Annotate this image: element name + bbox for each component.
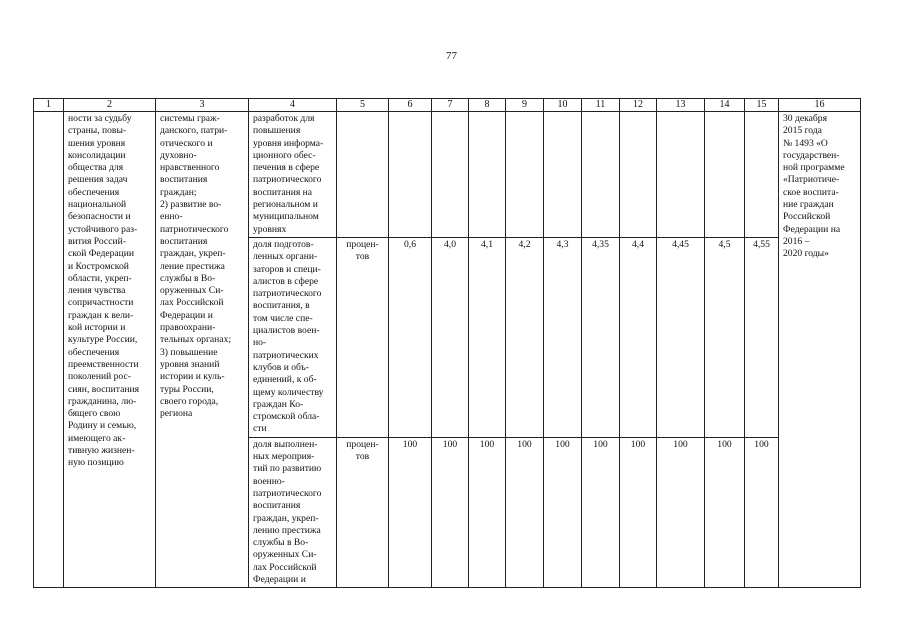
column-header: 12: [620, 99, 657, 112]
indicator-cell: доля выполнен- ных мероприя- тий по развитию военно- патриотического воспитания граждан, укреп- лению престижа службы в Во- оруженных Си- лах Российской Федерации и: [249, 437, 337, 588]
tasks-cell: системы граж- данского, патри- отического и духовно- нравственного воспитания граждан; 2) развитие во- енно- патриотического воспитания граждан, укреп- ление престижа службы в Во- оруженных Си- лах Российской Федерации и правоохрани- тельных органах; 3) повышение уровня знаний истории и куль- туры России, своего города, региона: [156, 112, 249, 588]
value-cell: 100: [620, 437, 657, 588]
value-cell: 100: [432, 437, 469, 588]
unit-cell: процен- тов: [337, 237, 389, 437]
value-cell: [469, 112, 506, 238]
column-header: 1: [34, 99, 64, 112]
legal-basis-cell: 30 декабря 2015 года № 1493 «О государствен- ной программе «Патриотиче- ское воспита- ние граждан Российской Федерации на 2016 – 2020 годы»: [779, 112, 861, 588]
value-cell: [657, 112, 705, 238]
unit-cell: [337, 112, 389, 238]
value-cell: [582, 112, 620, 238]
column-header: 11: [582, 99, 620, 112]
value-cell: 4,2: [506, 237, 544, 437]
goal-cell: ности за судьбу страны, повы- шения уровня консолидации общества для решения задач обеспечения национальной безопасности и устойчивого раз- вития Россий- ской Федерации и Костромской области, укреп- ления чувства сопричастности граждан к вели- кой истории и культуре России, обеспечения преемственности поколений рос- сиян, воспитания гражданина, лю- бящего свою Родину и семью, имеющего ак- тивную жизнен- ную позицию: [64, 112, 156, 588]
value-cell: 100: [506, 437, 544, 588]
value-cell: [389, 112, 432, 238]
value-cell: 100: [657, 437, 705, 588]
page-number: 77: [446, 50, 457, 62]
column-header: 15: [745, 99, 779, 112]
indicator-cell: доля подготов- ленных органи- заторов и специ- алистов в сфере патриотического воспитания, в том числе спе- циалистов воен- но- патриотических клубов и объ- единений, к об- щему количеству граждан Ко- стромской обла- сти: [249, 237, 337, 437]
value-cell: 4,55: [745, 237, 779, 437]
value-cell: 100: [389, 437, 432, 588]
value-cell: [506, 112, 544, 238]
value-cell: 0,6: [389, 237, 432, 437]
value-cell: [745, 112, 779, 238]
column-header: 9: [506, 99, 544, 112]
value-cell: 100: [469, 437, 506, 588]
unit-cell: процен- тов: [337, 437, 389, 588]
indicator-table: [33, 98, 861, 588]
value-cell: 4,4: [620, 237, 657, 437]
header-row: [34, 99, 861, 112]
column-header: 8: [469, 99, 506, 112]
column-header: 16: [779, 99, 861, 112]
column-header: 3: [156, 99, 249, 112]
column-header: 13: [657, 99, 705, 112]
value-cell: 100: [705, 437, 745, 588]
value-cell: [544, 112, 582, 238]
value-cell: [432, 112, 469, 238]
column-header: 4: [249, 99, 337, 112]
value-cell: 4,5: [705, 237, 745, 437]
value-cell: 4,0: [432, 237, 469, 437]
value-cell: 100: [745, 437, 779, 588]
value-cell: 4,1: [469, 237, 506, 437]
column-header: 14: [705, 99, 745, 112]
column-header: 7: [432, 99, 469, 112]
value-cell: 100: [582, 437, 620, 588]
value-cell: 100: [544, 437, 582, 588]
value-cell: 4,35: [582, 237, 620, 437]
value-cell: 4,45: [657, 237, 705, 437]
column-header: 5: [337, 99, 389, 112]
column-header: 6: [389, 99, 432, 112]
value-cell: 4,3: [544, 237, 582, 437]
value-cell: [620, 112, 657, 238]
table-row: [34, 112, 861, 238]
value-cell: [705, 112, 745, 238]
column-header: 2: [64, 99, 156, 112]
col1-cell: [34, 112, 64, 588]
indicator-cell: разработок для повышения уровня информа- ционного обес- печения в сфере патриотического воспитания на региональном и муниципальном уровнях: [249, 112, 337, 238]
column-header: 10: [544, 99, 582, 112]
